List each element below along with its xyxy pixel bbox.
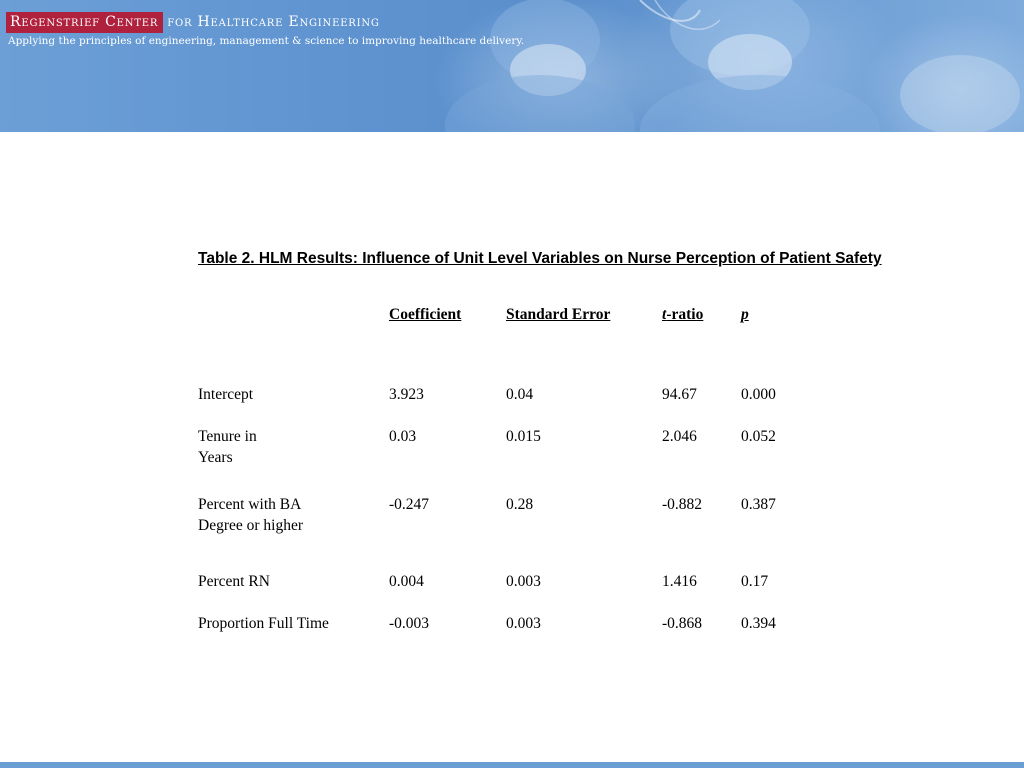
- row-p: 0.387: [741, 496, 776, 513]
- row-std-error: 0.04: [506, 386, 534, 403]
- header-p: [741, 304, 749, 325]
- bottom-accent-bar: [0, 762, 1024, 768]
- row-t-ratio: 94.67: [662, 386, 697, 403]
- row-label-line2: Years: [198, 449, 233, 466]
- header-p-italic: p: [741, 306, 749, 323]
- row-coefficient: -0.247: [389, 496, 430, 513]
- row-p: 0.17: [741, 573, 769, 590]
- header-t-italic: t: [662, 306, 667, 323]
- row-coefficient: -0.003: [389, 615, 430, 632]
- header-t-rest: -ratio: [666, 306, 704, 323]
- header-banner: [0, 0, 1024, 132]
- row-label-line2: Degree or higher: [198, 517, 304, 534]
- row-coefficient: 3.923: [389, 386, 424, 403]
- row-label: Proportion Full Time: [198, 615, 329, 632]
- row-std-error: 0.015: [506, 428, 541, 445]
- header-standard-error: Standard Error: [506, 306, 611, 323]
- row-t-ratio: 2.046: [662, 428, 697, 445]
- table-title: Table 2. HLM Results: Influence of Unit Level Variables on Nurse Perception of Patient Safety: [198, 250, 882, 267]
- header-t-ratio: [662, 304, 703, 325]
- row-std-error: 0.003: [506, 615, 541, 632]
- row-coefficient: 0.004: [389, 573, 424, 590]
- row-p: 0.052: [741, 428, 776, 445]
- row-coefficient: 0.03: [389, 428, 417, 445]
- row-label: Percent RN: [198, 573, 270, 590]
- row-label: Percent with BA: [198, 496, 302, 513]
- row-t-ratio: -0.868: [662, 615, 703, 632]
- row-std-error: 0.003: [506, 573, 541, 590]
- row-label: Intercept: [198, 386, 254, 403]
- brand-rest: for Healthcare Engineering: [167, 14, 380, 30]
- row-t-ratio: -0.882: [662, 496, 703, 513]
- brand-logo: [6, 11, 380, 33]
- header-coefficient: Coefficient: [389, 306, 462, 323]
- row-std-error: 0.28: [506, 496, 534, 513]
- tagline: Applying the principles of engineering, management & science to improving healthcare delivery.: [8, 35, 525, 47]
- row-label: Tenure in: [198, 428, 257, 445]
- row-p: 0.000: [741, 386, 776, 403]
- brand-highlight: Regenstrief Center: [6, 12, 163, 33]
- row-t-ratio: 1.416: [662, 573, 697, 590]
- row-p: 0.394: [741, 615, 776, 632]
